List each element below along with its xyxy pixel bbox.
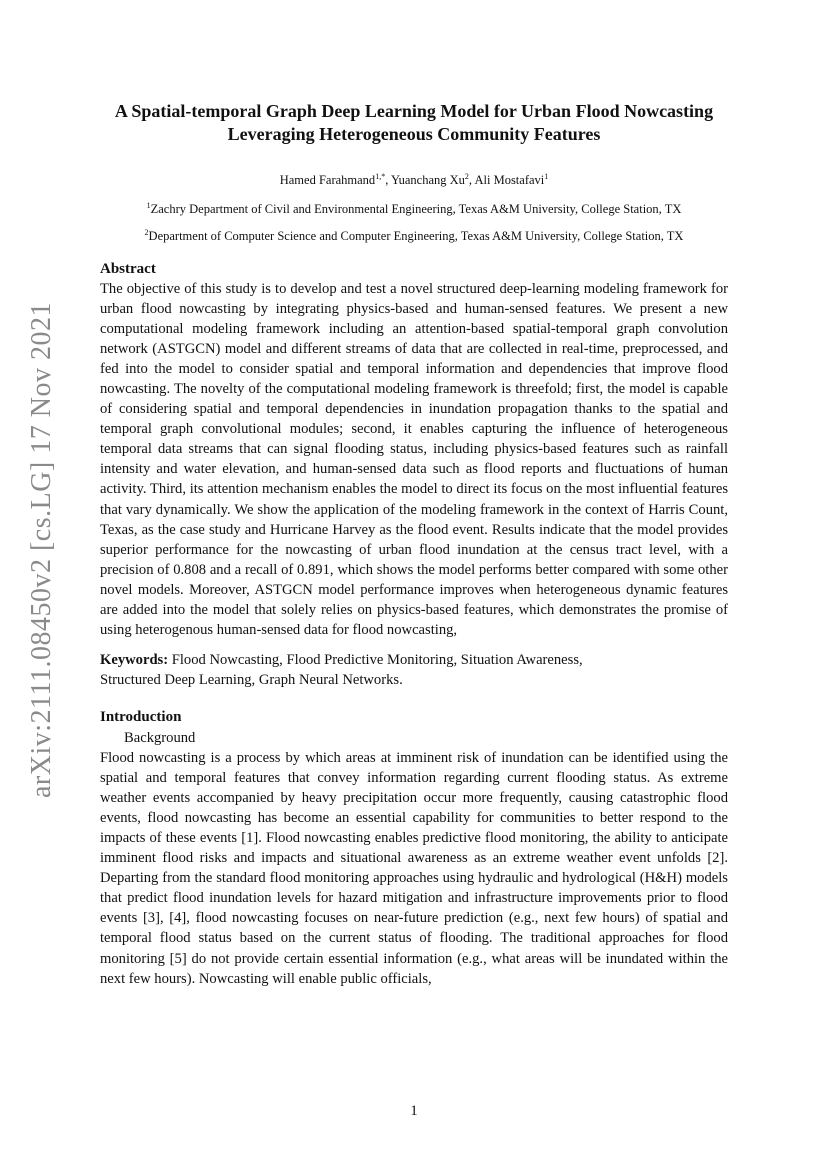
- author-2-affiliation-mark: 2: [464, 171, 469, 181]
- affiliation-2-text: Department of Computer Science and Computer Engineering, Texas A&M University, College Station, TX: [148, 229, 684, 243]
- paper-title: [100, 100, 728, 146]
- affiliation-1-mark: 1: [146, 200, 151, 210]
- author-3-affiliation-mark: 1: [544, 171, 549, 181]
- affiliation-2-mark: 2: [144, 227, 149, 237]
- paper-page: [100, 100, 728, 989]
- background-subheading: Background: [124, 730, 196, 747]
- affiliation-1: [100, 202, 728, 217]
- affiliation-1-text: Zachry Department of Civil and Environmental Engineering, Texas A&M University, College Station, TX: [150, 202, 682, 216]
- keywords-line-2: Structured Deep Learning, Graph Neural Networks.: [100, 671, 403, 688]
- paper-title-line-2: Leveraging Heterogeneous Community Features: [227, 124, 601, 144]
- author-3: , Ali Mostafavi: [468, 173, 545, 187]
- introduction-text: Flood nowcasting is a process by which areas at imminent risk of inundation can be identified using the spatial and temporal features that convey information regarding current flooding status. As extreme weather events accompanied by heavy precipitation occur more frequently, causing catastrophic flood events, flood nowcasting has become an essential capability for communities to better respond to the impacts of these events [1]. Flood nowcasting enables predictive flood monitoring, the ability to anticipate imminent flood risks and impacts and situational awareness as an extreme weather event unfolds [2]. Departing from the standard flood monitoring approaches using hydraulic and hydrological (H&H) models that predict flood inundation levels for hazard mitigation and infrastructure improvements prior to flood events [3], [4], flood nowcasting focuses on near-future prediction (e.g., next few hours) of spatial and temporal flood status based on the current status of flooding. The traditional approaches for flood monitoring [5] do not provide certain essential information (e.g., what areas will be inundated within the next few hours). Nowcasting will enable public officials,: [100, 750, 728, 987]
- author-list: [100, 173, 728, 188]
- keywords-line-1: Flood Nowcasting, Flood Predictive Monitoring, Situation Awareness,: [168, 651, 583, 668]
- introduction-heading: Introduction: [100, 709, 182, 726]
- author-2: , Yuanchang Xu: [385, 173, 465, 187]
- keywords-label: Keywords:: [100, 651, 169, 668]
- paper-title-line-1: A Spatial-temporal Graph Deep Learning Model for Urban Flood Nowcasting: [114, 101, 714, 121]
- abstract-heading: Abstract: [100, 261, 156, 277]
- page-number: 1: [410, 1103, 418, 1119]
- affiliation-2: [100, 229, 728, 244]
- keywords: [100, 650, 728, 690]
- author-1: Hamed Farahmand: [279, 173, 376, 187]
- author-1-affiliation-mark: 1,*: [375, 171, 386, 181]
- arxiv-identifier-stamp: [12, 302, 72, 798]
- arxiv-identifier-text: arXiv:2111.08450v2 [cs.LG] 17 Nov 2021: [26, 302, 58, 798]
- abstract-text: The objective of this study is to develop and test a novel structured deep-learning modeling framework for urban flood nowcasting by integrating physics-based and human-sensed features. We present a new computational modeling framework including an attention-based spatial-temporal graph convolution network (ASTGCN) model and different streams of data that are collected in real-time, preprocessed, and fed into the model to consider spatial and temporal information and dependencies that improve flood nowcasting. The novelty of the computational modeling framework is threefold; first, the model is capable of considering spatial and temporal dependencies in inundation propagation thanks to the spatial and temporal graph convolutional modules; second, it enables capturing the influence of heterogeneous temporal data streams that can signal flooding status, including physics-based features such as rainfall intensity and water elevation, and human-sensed data such as flood reports and fluctuations of human activity. Third, its attention mechanism enables the model to direct its focus on the most influential features that vary dynamically. We show the application of the modeling framework in the context of Harris Count, Texas, as the case study and Hurricane Harvey as the flood event. Results indicate that the model provides superior performance for the nowcasting of urban flood inundation at the census tract level, with a precision of 0.808 and a recall of 0.891, which shows the model performs better compared with some other novel models. Moreover, ASTGCN model performance improves when heterogeneous dynamic features are added into the model that solely relies on physics-based features, which demonstrates the promise of using heterogenous human-sensed data for flood nowcasting,: [100, 281, 728, 638]
